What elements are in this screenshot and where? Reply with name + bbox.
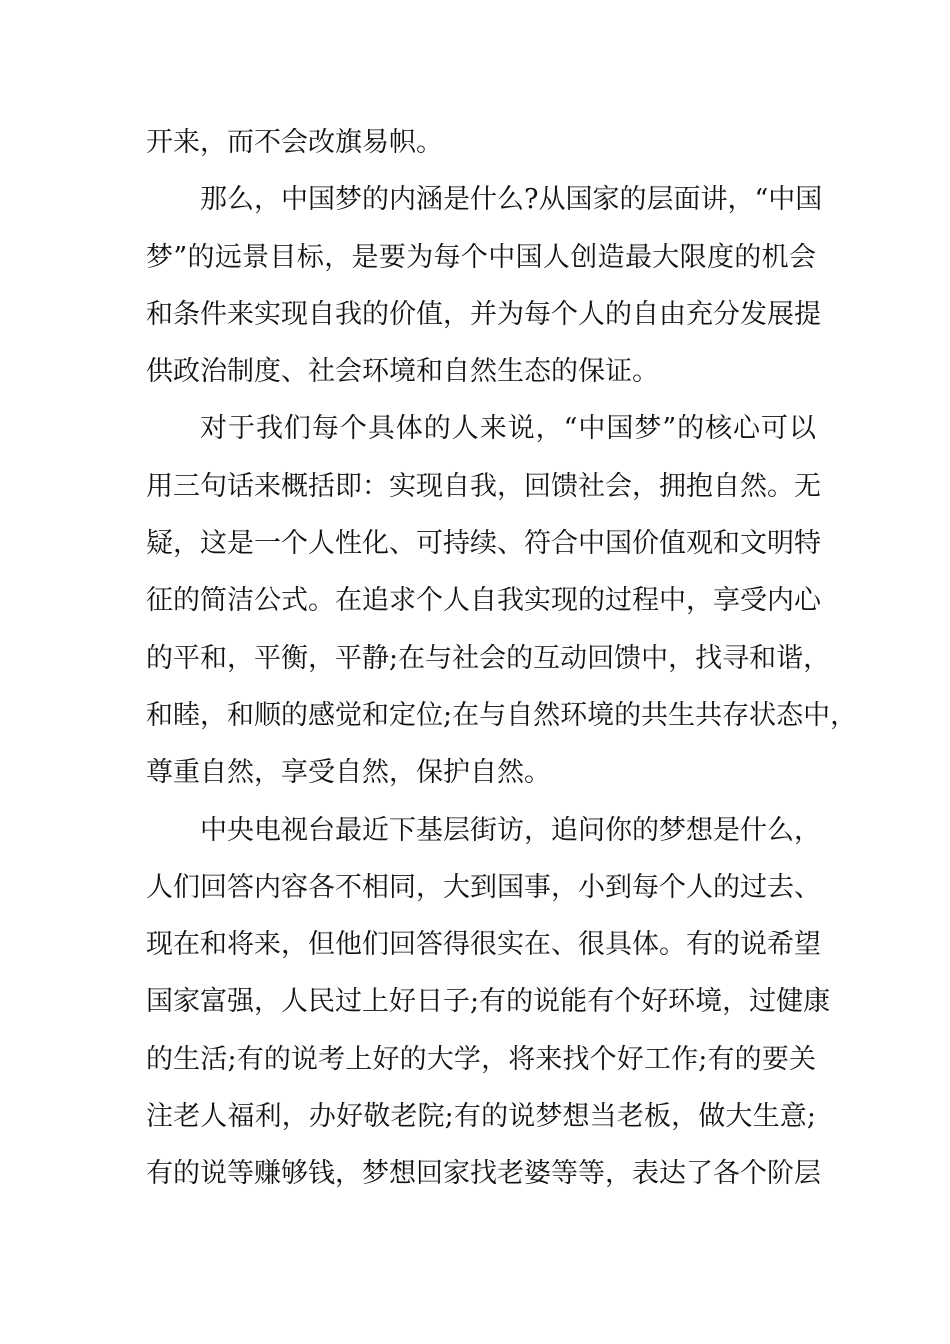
text-line: 疑，这是一个人性化、可持续、符合中国价值观和文明特 (146, 528, 821, 560)
text-line: 梦”的远景目标，是要为每个中国人创造最大限度的机会 (146, 241, 816, 273)
text-line: 和条件来实现自我的价值，并为每个人的自由充分发展提 (146, 298, 821, 330)
text-line: 国家富强，人民过上好日子;有的说能有个好环境，过健康 (146, 986, 831, 1018)
text-line: 中央电视台最近下基层街访，追问你的梦想是什么， (200, 814, 821, 846)
text-line: 有的说等赚够钱，梦想回家找老婆等等，表达了各个阶层 (146, 1158, 821, 1190)
text-line: 那么，中国梦的内涵是什么?从国家的层面讲，“中国 (200, 184, 823, 216)
text-line: 供政治制度、社会环境和自然生态的保证。 (146, 356, 659, 388)
text-line: 尊重自然，享受自然，保护自然。 (146, 757, 551, 789)
text-line: 的生活;有的说考上好的大学，将来找个好工作;有的要关 (146, 1043, 816, 1075)
text-line: 开来，而不会改旗易帜。 (146, 127, 443, 158)
text-line: 和睦，和顺的感觉和定位;在与自然环境的共生共存状态中， (146, 699, 858, 731)
text-line: 人们回答内容各不相同，大到国事，小到每个人的过去、 (146, 871, 821, 903)
text-line: 注老人福利，办好敬老院;有的说梦想当老板，做大生意; (146, 1101, 816, 1133)
text-line: 用三句话来概括即：实现自我，回馈社会，拥抱自然。无 (146, 470, 821, 502)
text-line: 对于我们每个具体的人来说，“中国梦”的核心可以 (200, 413, 816, 445)
body-text (146, 114, 858, 1203)
text-line: 的平和，平衡，平静;在与社会的互动回馈中，找寻和谐， (146, 642, 831, 674)
text-line: 征的简洁公式。在追求个人自我实现的过程中，享受内心 (146, 585, 821, 617)
text-line: 现在和将来，但他们回答得很实在、很具体。有的说希望 (146, 929, 821, 961)
